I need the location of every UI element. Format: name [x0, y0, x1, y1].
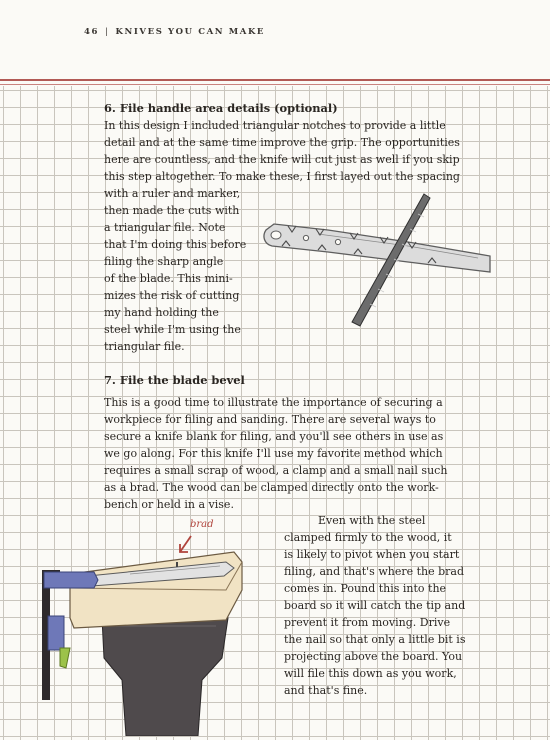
section-6-line: detail and at the same time improve the grip. The opportunities: [104, 136, 460, 149]
section-6-line: mizes the risk of cutting: [104, 289, 240, 302]
section-6-line: a triangular file. Note: [104, 221, 226, 234]
brad-callout-arrow: [180, 536, 191, 552]
section-6-line: here are countless, and the knife will cut just as well if you skip: [104, 153, 460, 166]
section-6-line: with a ruler and marker,: [104, 187, 241, 200]
section-7-line: workpiece for filing and sanding. There are several ways to: [104, 413, 436, 426]
section-7-line: is likely to pivot when you start: [284, 548, 460, 561]
section-7-line: as a brad. The wood can be clamped directly onto the work-: [104, 481, 439, 494]
section-6-line: filing the sharp angle: [104, 255, 224, 268]
section-7-line: the nail so that only a little bit is: [284, 633, 466, 646]
section-6-line: that I'm doing this before: [104, 238, 247, 251]
section-7-line: bench or held in a vise.: [104, 498, 234, 511]
section-6-line: this step altogether. To make these, I first layed out the spacing: [104, 170, 460, 183]
section-6-line: In this design I included triangular notches to provide a little: [104, 119, 446, 132]
section-6-line: then made the cuts with: [104, 204, 240, 217]
section-7-line: filing, and that's where the brad: [284, 565, 465, 578]
section-7-line: Even with the steel: [318, 514, 426, 527]
section-7-line: prevent it from moving. Drive: [284, 616, 451, 629]
page-number: 46: [84, 27, 100, 37]
section-7-line: projecting above the board. You: [284, 650, 463, 663]
section-7-line: board so it will catch the tip and: [284, 599, 466, 612]
section-7-line: clamped firmly to the wood, it: [284, 531, 452, 544]
section-7-line: and that's fine.: [284, 684, 368, 697]
section-7-heading: 7. File the blade bevel: [104, 373, 245, 387]
page-header: [0, 0, 550, 80]
knife-blank-with-triangular-file-icon: [258, 186, 498, 336]
blade-clamped-to-wood-block-icon: [30, 530, 276, 736]
header-rule-thick: [0, 79, 550, 81]
section-7-line: requires a small scrap of wood, a clamp and a small nail such: [104, 464, 448, 477]
section-6-line: my hand holding the: [104, 306, 219, 319]
section-7: [104, 372, 447, 513]
section-6-line: of the blade. This mini-: [104, 272, 233, 285]
header-rule-thin: [0, 84, 550, 85]
section-6-line: steel while I'm using the: [104, 323, 241, 336]
section-7-right-column: [284, 512, 465, 699]
brad-callout-label: brad: [190, 519, 214, 530]
running-head: [84, 27, 265, 37]
section-6-line: triangular file.: [104, 340, 185, 353]
section-7-line: This is a good time to illustrate the importance of securing a: [104, 396, 443, 409]
section-6-heading: 6. File handle area details (optional): [104, 101, 338, 115]
header-separator: |: [105, 27, 110, 37]
section-7-line: comes in. Pound this into the: [284, 582, 447, 595]
section-7-line: will file this down as you work,: [284, 667, 457, 680]
section-7-line: secure a knife blank for filing, and you'll see others in use as: [104, 430, 444, 443]
running-title: KNIVES YOU CAN MAKE: [115, 27, 266, 37]
section-7-line: we go along. For this knife I'll use my favorite method which: [104, 447, 443, 460]
